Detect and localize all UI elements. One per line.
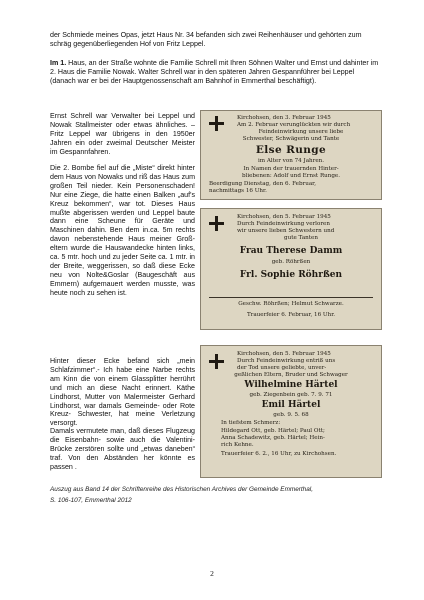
deceased-name: Else Runge bbox=[255, 144, 327, 156]
notice-line: bliebenen: Adolf und Ernst Runge. bbox=[241, 173, 341, 179]
iron-cross-icon bbox=[209, 216, 224, 231]
aircraft-paragraph: Damals vermutete man, daß dieses Flugzeug die Eisenbahn- sowie auch die Valentini-Brücke zerstören sollte und „etwas daneben“ traf. Von den Abständen her könnte es passen . bbox=[50, 427, 195, 471]
notice-line: In Namen der trauernden Hinter- bbox=[243, 166, 339, 172]
notice-place-date: Kirchohsen, den 5. Februar 1945 bbox=[237, 351, 331, 357]
notice-line: der Tod unsere geliebte, unver- bbox=[237, 365, 327, 371]
notice-funeral: Beerdigung Dienstag, den 6. Februar, bbox=[209, 181, 316, 187]
bedroom-paragraph: Hinter dieser Ecke befand sich „mein Schlafzimmer“.- Ich habe eine Narbe rechts am Kinn die von einem Glassplitter herrührt und mich an diese Nacht erinnert. Käthe Lindhorst, Mutter von Malermeister Gerhard Lindhorst, war damals Gemeinde- oder Rote Kreuz- Schwester, hat meine Verletzung versorgt. bbox=[50, 357, 195, 428]
notice-family: Anna Schadewitz, geb. Härtel; Hein- bbox=[221, 435, 325, 441]
notice-family: Hildegard Ott, geb. Härtel; Paul Ott; bbox=[221, 428, 325, 434]
notice-line: nachmittags 16 Uhr. bbox=[209, 188, 267, 194]
notice-line: geb. Ziegenbein geb. 7. 9. 71 bbox=[249, 392, 333, 398]
houses-paragraph bbox=[50, 59, 380, 86]
deceased-name: Emil Härtel bbox=[261, 400, 321, 410]
notice-line: Durch Feindeinwirkung verloren bbox=[237, 221, 330, 227]
notice-line: Am 2. Februar verunglückten wir durch bbox=[237, 122, 351, 128]
deceased-name: Frau Therese Damm bbox=[239, 246, 343, 256]
page-number: 2 bbox=[210, 569, 214, 578]
notice-line: wir unsere lieben Schwestern und bbox=[237, 228, 335, 234]
houses-paragraph-text: Haus, an der Straße wohnte die Familie Schrell mit Ihren Söhnen Walter und Ernst und dahinter im 2. Haus die Familie Nowak. Walter Schrell war in den späteren Jahren Gespannführer bei Leppel (danach war er bei der Hauptgenossenschaft am Bahnhof in Emmerthal beschäftigt). bbox=[50, 59, 379, 85]
notice-family: Geschw. Röhrßen; Helmut Schwarze. bbox=[238, 301, 344, 307]
death-notice-hartel bbox=[200, 345, 382, 478]
notice-line: Schwester, Schwägerin und Tante bbox=[242, 136, 340, 142]
notice-line: im Alter von 74 Jahren. bbox=[257, 158, 325, 164]
notice-line: geb. 9. 5. 68 bbox=[273, 412, 309, 418]
notice-family: rich Kehne. bbox=[221, 442, 254, 448]
death-notice-runge bbox=[200, 110, 382, 200]
source-caption-line2: S. 106-107, Emmerthal 2012 bbox=[50, 497, 132, 504]
house-number-lead: Im 1. bbox=[50, 59, 67, 67]
notice-line: gute Tanten bbox=[284, 235, 318, 241]
bomb-paragraph: Die 2. Bombe fiel auf die „Miste“ direkt hinter dem Haus von Nowaks und riß das Haus zum großen Teil nieder. Kein Personenschaden! Nur eine Ziege, die hatte einen Balken „auf's Kreuz bekommen“, war tot. Dieses Haus mußte abgerissen werden und Leppel baute dann eine Scheune für Geräte und Maschinen dahin. Ben dem in.ca. 5m rechts davon nebenstehende Haus meiner Groß-eltern wurde die Hauswandecke hinten links, ca. 5 mtr. hoch und zu jeder Seite ca. 1 mtr. in der Breite, weggerissen, so daß diese Ecke neu von Nolte&Goslar (Baugeschäft aus Emmern) aufgemauert werden musste, was heute noch zu sehen ist. bbox=[50, 164, 195, 297]
deceased-name: Wilhelmine Härtel bbox=[244, 380, 338, 390]
ernst-schrell-paragraph: Ernst Schrell war Verwalter bei Leppel und Nowak Stallmeister oder etwas ähnliches. – Fritz Leppel war übrigens in den 1950er Jahren ein oder zweimal Deutscher Meister im Gespannfahren. bbox=[50, 112, 195, 156]
divider bbox=[209, 297, 373, 298]
source-caption-line1: Auszug aus Band 14 der Schriftenreihe des Historischen Archives der Gemeinde Emmerthal, bbox=[50, 486, 313, 493]
notice-line: Feindeinwirkung unsere liebe bbox=[258, 129, 344, 135]
notice-funeral: Trauerfeier 6. 2., 16 Uhr, zu Kirchohsen. bbox=[221, 451, 337, 457]
notice-place-date: Kirchohsen, den 3. Februar 1945 bbox=[237, 115, 331, 121]
notice-line: In tiefstem Schmerz: bbox=[221, 420, 281, 426]
notice-line: geßlichen Eltern, Bruder und Schwager bbox=[234, 372, 348, 378]
death-notice-rohrssen bbox=[200, 208, 382, 330]
notice-line: Durch Feindeinwirkung entriß uns bbox=[237, 358, 336, 364]
intro-paragraph: der Schmiede meines Opas, jetzt Haus Nr. 34 befanden sich zwei Reihenhäuser und gehörten zum schräg gegenüberliegenden Hof von Fritz Leppel. bbox=[50, 31, 362, 48]
deceased-name: Frl. Sophie Röhrßen bbox=[239, 270, 343, 280]
iron-cross-icon bbox=[209, 354, 224, 369]
notice-line: geb. Röhrßen bbox=[271, 259, 311, 265]
notice-funeral: Trauerfeier 6. Februar, 16 Uhr. bbox=[246, 312, 336, 318]
notice-place-date: Kirchohsen, den 5. Februar 1945 bbox=[237, 214, 331, 220]
